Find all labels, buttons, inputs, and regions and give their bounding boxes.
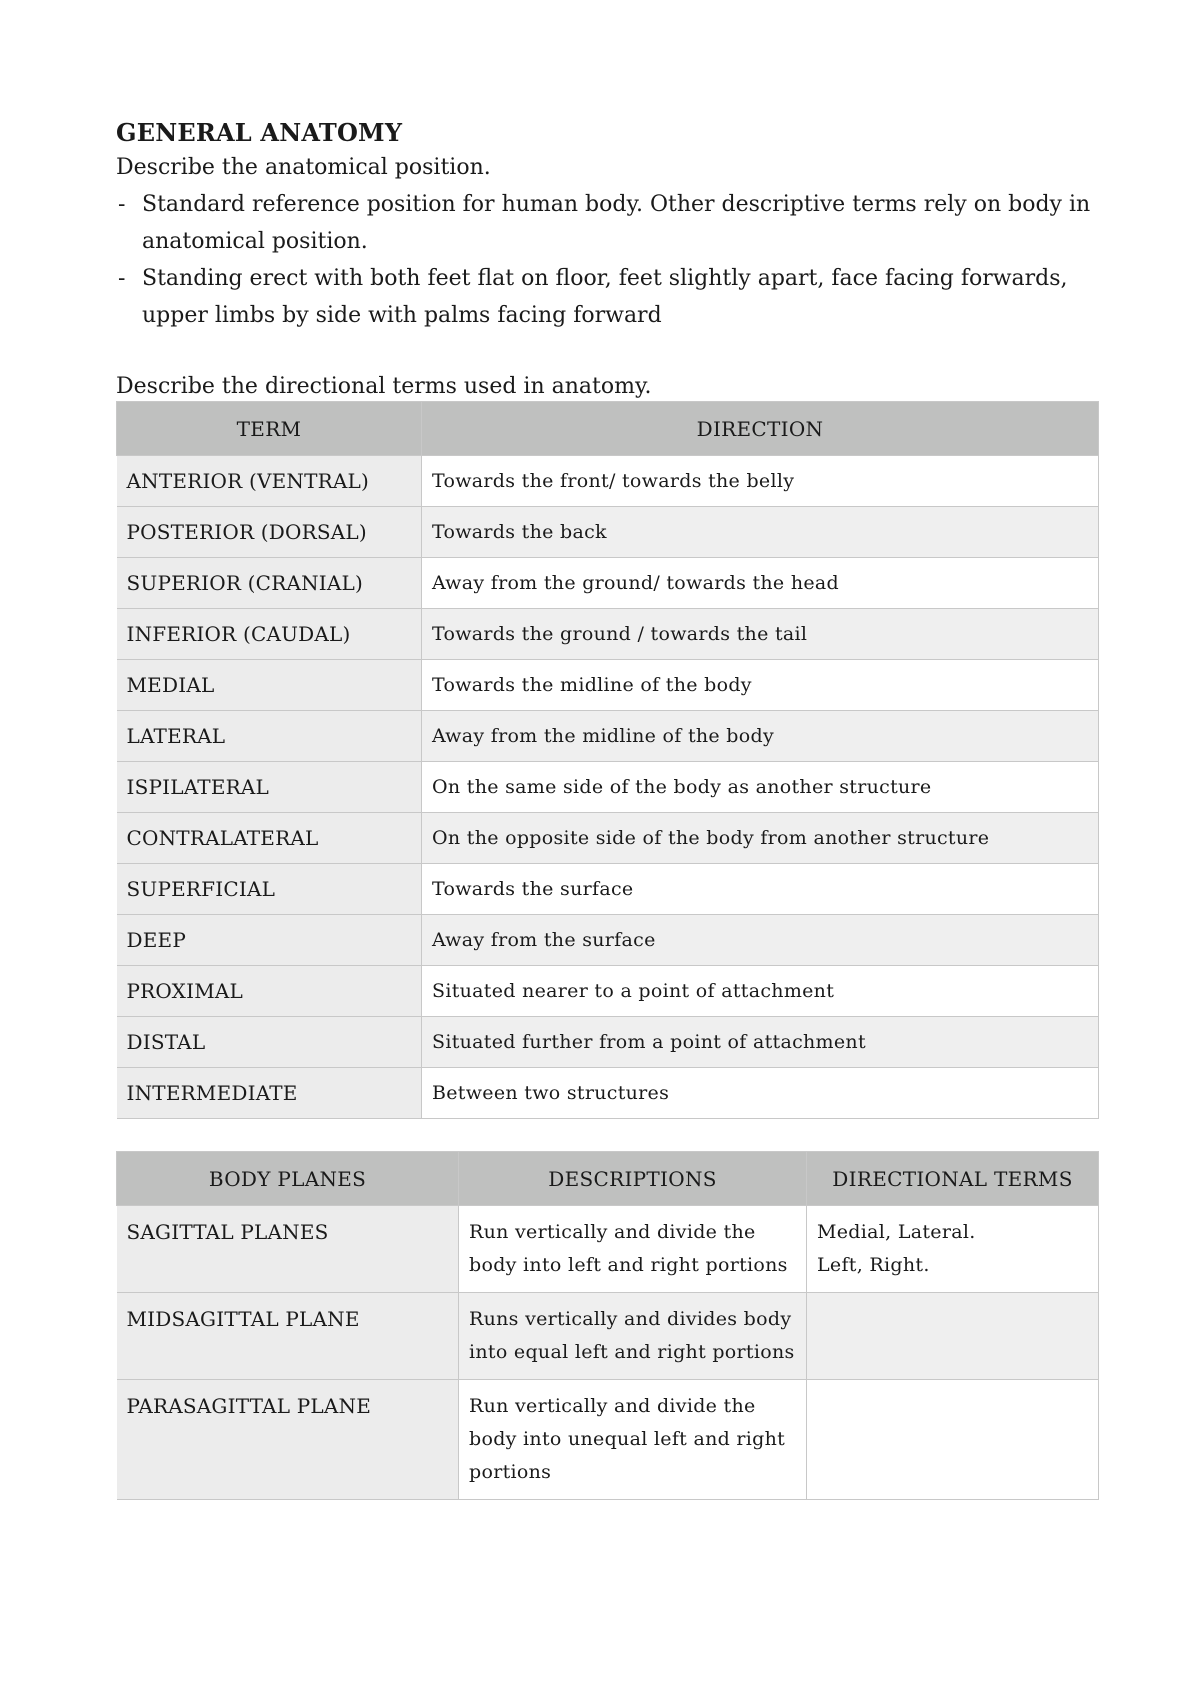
term-cell: SUPERFICIAL: [117, 864, 422, 915]
header-descriptions: DESCRIPTIONS: [459, 1152, 807, 1206]
table-row: [117, 456, 1099, 507]
table-row: [117, 609, 1099, 660]
direction-cell: Situated further from a point of attachment: [422, 1017, 1099, 1068]
term-cell: DISTAL: [117, 1017, 422, 1068]
term-cell: ANTERIOR (VENTRAL): [117, 456, 422, 507]
direction-cell: Situated nearer to a point of attachment: [422, 966, 1099, 1017]
body-planes-table: [116, 1151, 1099, 1500]
question-anatomical-position: Describe the anatomical position.: [116, 155, 491, 180]
direction-cell: Towards the midline of the body: [422, 660, 1099, 711]
direction-cell: Away from the ground/ towards the head: [422, 558, 1099, 609]
table-row: [117, 1206, 1099, 1293]
document-content: [116, 118, 1098, 1500]
table-row: [117, 864, 1099, 915]
table-row: [117, 915, 1099, 966]
answer-bullets: [116, 186, 1098, 334]
direction-cell: Away from the midline of the body: [422, 711, 1099, 762]
plane-description-cell: Runs vertically and divides body into equal left and right portions: [459, 1293, 807, 1380]
direction-cell: On the opposite side of the body from another structure: [422, 813, 1099, 864]
plane-terms-cell: [807, 1206, 1099, 1293]
table-row: [117, 1068, 1099, 1119]
table-row: [117, 711, 1099, 762]
table-row: [117, 558, 1099, 609]
table-header-row: [117, 402, 1099, 456]
bullet-text: Standard reference position for human body. Other descriptive terms rely on body in anatomical position.: [142, 192, 1091, 254]
term-cell: CONTRALATERAL: [117, 813, 422, 864]
plane-cell: SAGITTAL PLANES: [117, 1206, 459, 1293]
table-row: [117, 966, 1099, 1017]
plane-terms-cell: [807, 1293, 1099, 1380]
direction-cell: Away from the surface: [422, 915, 1099, 966]
table-row: [117, 762, 1099, 813]
plane-cell: MIDSAGITTAL PLANE: [117, 1293, 459, 1380]
bullet-item: [116, 260, 1098, 334]
term-cell: ISPILATERAL: [117, 762, 422, 813]
term-cell: LATERAL: [117, 711, 422, 762]
table-row: [117, 1017, 1099, 1068]
term-cell: INFERIOR (CAUDAL): [117, 609, 422, 660]
term-cell: PROXIMAL: [117, 966, 422, 1017]
header-term: TERM: [117, 402, 422, 456]
direction-cell: Towards the back: [422, 507, 1099, 558]
question-directional-terms: Describe the directional terms used in anatomy.: [116, 374, 652, 399]
table-row: [117, 813, 1099, 864]
term-cell: INTERMEDIATE: [117, 1068, 422, 1119]
bullet-dash: -: [118, 266, 126, 291]
term-cell: DEEP: [117, 915, 422, 966]
plane-description-cell: Run vertically and divide the body into left and right portions: [459, 1206, 807, 1293]
direction-cell: Between two structures: [422, 1068, 1099, 1119]
plane-description-cell: Run vertically and divide the body into unequal left and right portions: [459, 1380, 807, 1500]
term-cell: MEDIAL: [117, 660, 422, 711]
directional-terms-body: [117, 456, 1099, 1119]
term-cell: POSTERIOR (DORSAL): [117, 507, 422, 558]
table-row: [117, 507, 1099, 558]
bullet-item: [116, 186, 1098, 260]
direction-cell: On the same side of the body as another structure: [422, 762, 1099, 813]
direction-cell: Towards the ground / towards the tail: [422, 609, 1099, 660]
header-body-planes: BODY PLANES: [117, 1152, 459, 1206]
header-direction: DIRECTION: [422, 402, 1099, 456]
direction-cell: Towards the surface: [422, 864, 1099, 915]
page-title: GENERAL ANATOMY: [116, 118, 403, 147]
body-planes-body: [117, 1206, 1099, 1500]
plane-cell: PARASAGITTAL PLANE: [117, 1380, 459, 1500]
term-cell: SUPERIOR (CRANIAL): [117, 558, 422, 609]
table-row: [117, 660, 1099, 711]
table-header-row: [117, 1152, 1099, 1206]
directional-term-line: Left, Right.: [817, 1254, 930, 1276]
directional-terms-table: [116, 401, 1099, 1119]
header-directional-terms: DIRECTIONAL TERMS: [807, 1152, 1099, 1206]
table-row: [117, 1380, 1099, 1500]
table-row: [117, 1293, 1099, 1380]
bullet-text: Standing erect with both feet flat on floor, feet slightly apart, face facing forwards, upper limbs by side with palms facing forward: [142, 266, 1068, 328]
direction-cell: Towards the front/ towards the belly: [422, 456, 1099, 507]
bullet-dash: -: [118, 192, 126, 217]
directional-term-line: Medial, Lateral.: [817, 1221, 976, 1243]
plane-terms-cell: [807, 1380, 1099, 1500]
